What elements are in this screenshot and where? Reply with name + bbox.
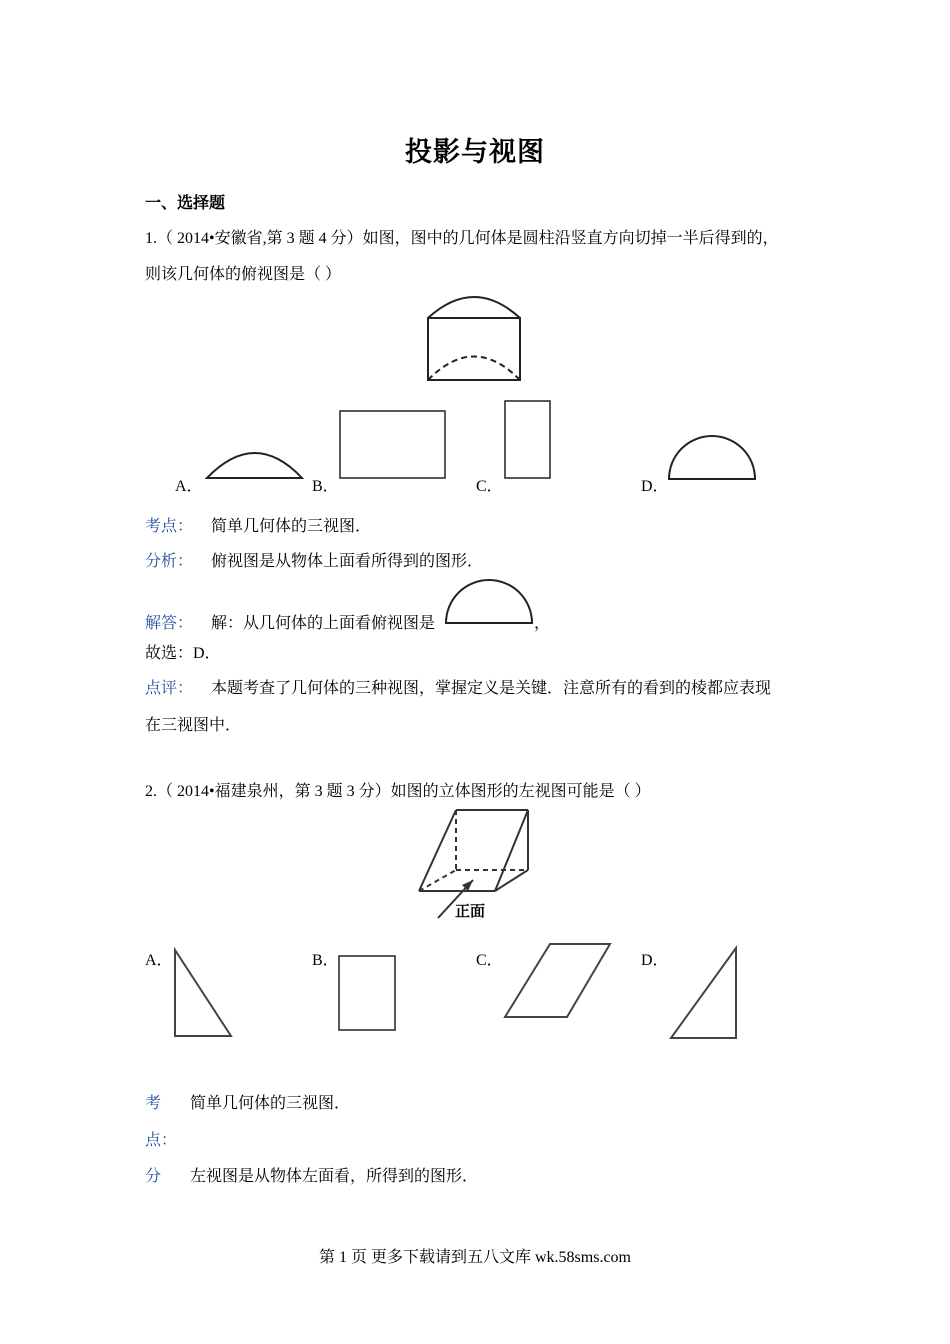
q2-option-b-figure [338,955,398,1033]
q1-fenxi-text: 俯视图是从物体上面看所得到的图形． [211,553,484,570]
q1-option-b-figure [339,410,447,480]
q1-jieda-end: ， [534,615,551,632]
q1-kaodian-label: 考点： [145,518,194,535]
q2-option-a-label: A． [145,952,173,969]
q1-option-a-label: A． [175,478,203,495]
q2-option-a-figure [172,948,234,1040]
q1-dianping-line1: 本题考查了几何体的三种视图，掌握定义是关键．注意所有的看到的棱都应表现 [211,680,772,697]
q2-fenxi-label: 分 [145,1168,162,1185]
q2-option-c-label: C． [476,952,503,969]
q1-jieda-label: 解答： [145,615,194,632]
section-heading: 一、选择题 [145,195,226,212]
q2-option-d-figure [668,946,740,1041]
q1-solid-figure [420,288,530,388]
q2-option-d-label: D． [641,952,669,969]
q1-option-c-figure [504,400,552,480]
q1-option-b-label: B． [312,478,339,495]
q1-option-d-label: D． [641,478,669,495]
q1-dianping-line2: 在三视图中． [145,717,242,734]
q1-fenxi-label: 分析： [145,553,194,570]
q2-kaodian-label-top: 考 [145,1095,162,1112]
q1-option-c-label: C． [476,478,503,495]
q1-option-d-figure [667,433,757,481]
q1-stem-line2: 则该几何体的俯视图是（ ） [145,266,342,283]
front-view-label: 正面 [455,902,486,920]
q1-option-a-figure [205,440,305,480]
page-title: 投影与视图 [405,137,545,168]
q2-kaodian-label-bottom: 点： [145,1132,178,1149]
q2-option-b-label: B． [312,952,339,969]
q2-stem: 2.（ 2014•福建泉州，第 3 题 3 分）如图的立体图形的左视图可能是（ ） [145,783,651,800]
q2-option-c-figure [502,942,614,1020]
q2-kaodian-text: 简单几何体的三视图． [190,1095,351,1112]
q1-answer-choice: 故选：D． [145,645,221,662]
q1-dianping-label: 点评： [145,680,194,697]
page-footer: 第 1 页 更多下载请到五八文库 wk.58sms.com [318,1249,631,1266]
q1-kaodian-text: 简单几何体的三视图． [211,518,372,535]
q2-fenxi-text: 左视图是从物体左面看，所得到的图形． [190,1168,479,1185]
q1-answer-semicircle-figure [444,576,534,626]
q1-jieda-text: 解：从几何体的上面看俯视图是 [211,615,436,632]
q1-stem-line1: 1.（ 2014•安徽省,第 3 题 4 分）如图，图中的几何体是圆柱沿竖直方向切掉一半后得到的， [145,230,779,247]
